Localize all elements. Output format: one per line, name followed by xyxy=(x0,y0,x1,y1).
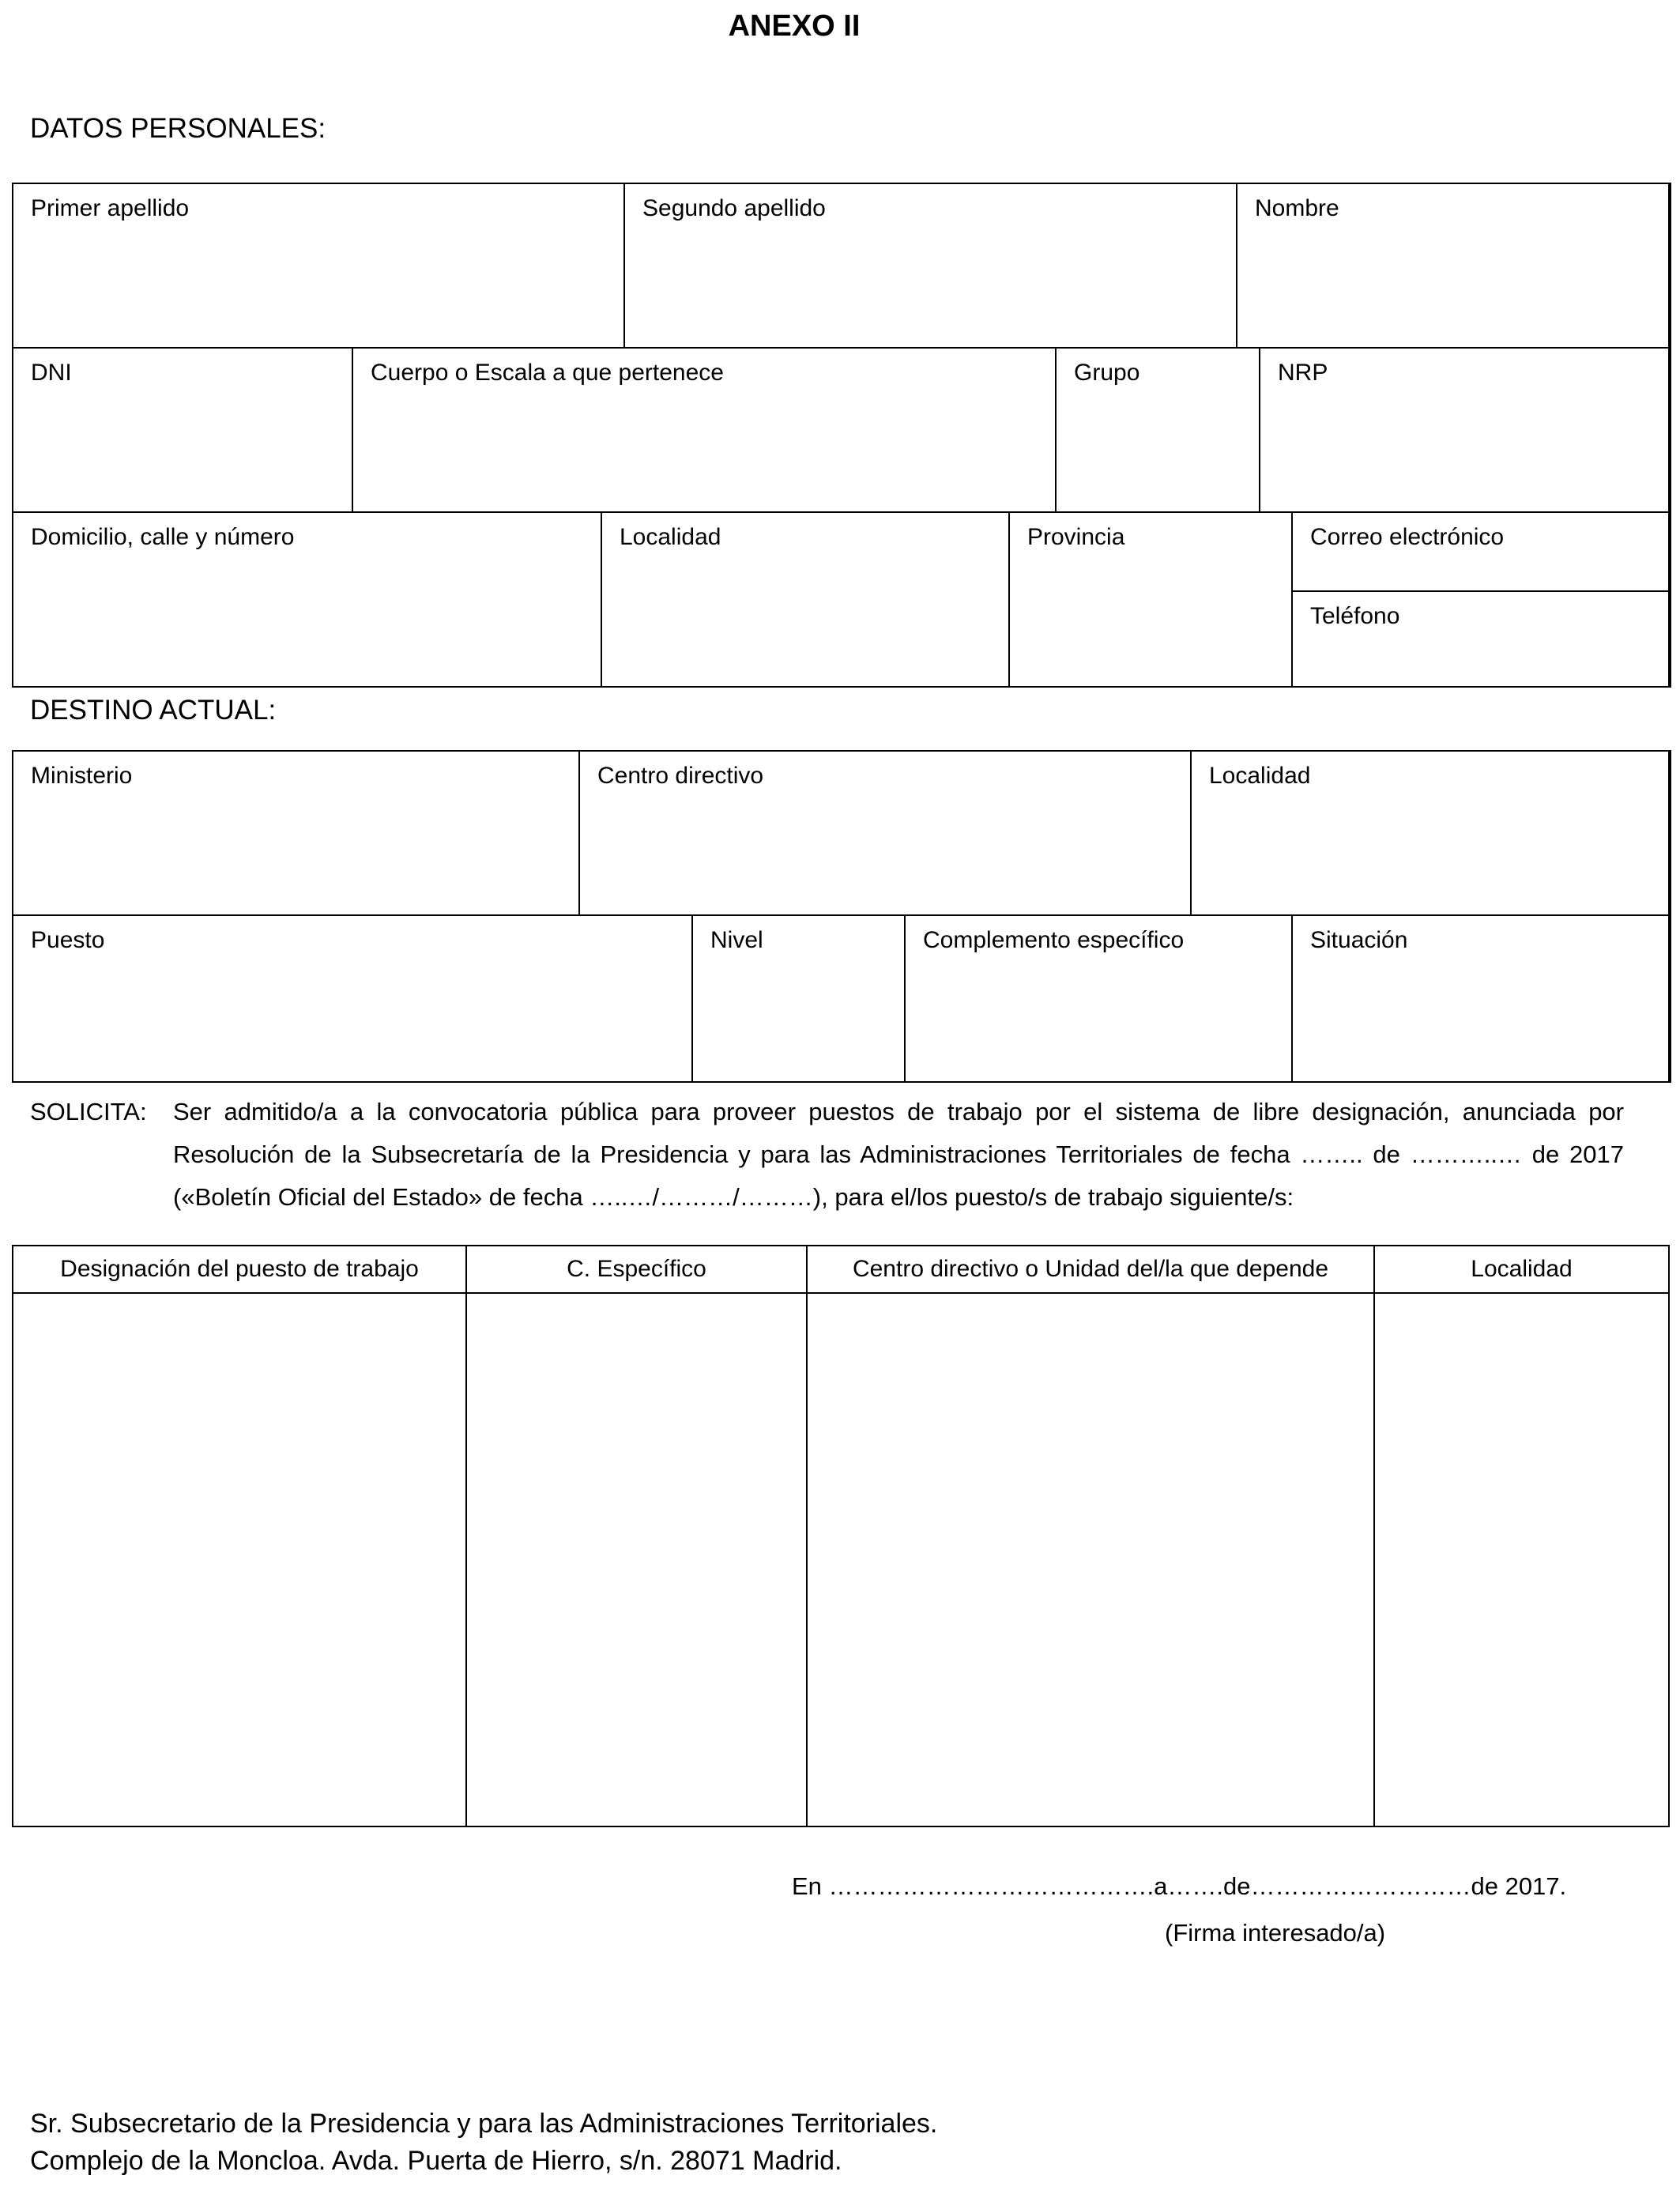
footer-addressee: Sr. Subsecretario de la Presidencia y para las Administraciones Territoriales. xyxy=(30,2109,938,2139)
field-label: Domicilio, calle y número xyxy=(31,524,295,550)
place-date-line: En ………………………………….a…….de………………………de 2017. xyxy=(792,1872,1567,1900)
field-situacion[interactable] xyxy=(1291,914,1671,1083)
field-label: Centro directivo xyxy=(597,763,764,789)
field-label: Provincia xyxy=(1027,524,1125,550)
section-heading-datos-personales: DATOS PERSONALES: xyxy=(30,113,326,144)
field-label: Primer apellido xyxy=(31,195,190,221)
field-telefono[interactable] xyxy=(1291,590,1671,688)
section-heading-destino-actual: DESTINO ACTUAL: xyxy=(30,695,277,726)
field-label: Localidad xyxy=(1209,763,1311,789)
solicita-line-2: Resolución de la Subsecretaría de la Presidencia y para las Administraciones Territoriales de fecha …….. de ………..… de 2017 xyxy=(173,1140,1624,1168)
field-label: Localidad xyxy=(620,524,721,550)
field-localidad-destino[interactable] xyxy=(1190,750,1671,916)
datos-personales-form xyxy=(12,183,1670,688)
field-ministerio[interactable] xyxy=(12,750,580,916)
field-label: Ministerio xyxy=(31,763,133,789)
field-provincia[interactable] xyxy=(1008,511,1293,688)
page-title: ANEXO II xyxy=(728,9,861,43)
field-complemento-especifico[interactable] xyxy=(904,914,1293,1083)
puestos-table xyxy=(12,1245,1670,1827)
field-correo-electronico[interactable] xyxy=(1291,511,1671,592)
field-cuerpo-escala[interactable] xyxy=(352,347,1057,513)
table-cell-c-especifico[interactable] xyxy=(465,1292,808,1827)
field-label: DNI xyxy=(31,360,72,386)
field-dni[interactable] xyxy=(12,347,353,513)
field-label: Correo electrónico xyxy=(1310,524,1505,550)
field-localidad[interactable] xyxy=(601,511,1010,688)
field-segundo-apellido[interactable] xyxy=(623,183,1237,349)
table-header-localidad: Localidad xyxy=(1373,1245,1670,1294)
field-puesto[interactable] xyxy=(12,914,693,1083)
field-label: Segundo apellido xyxy=(642,195,826,221)
solicita-line-1: Ser admitido/a a la convocatoria pública para proveer puestos de trabajo por el sistema de libre designación, anunciada por xyxy=(173,1098,1624,1125)
field-label: Nivel xyxy=(710,927,763,953)
field-label: Cuerpo o Escala a que pertenece xyxy=(371,360,724,386)
field-label: Situación xyxy=(1310,927,1408,953)
table-cell-localidad[interactable] xyxy=(1373,1292,1670,1827)
field-grupo[interactable] xyxy=(1055,347,1260,513)
field-nombre[interactable] xyxy=(1236,183,1671,349)
table-header-designacion: Designación del puesto de trabajo xyxy=(12,1245,467,1294)
field-nivel[interactable] xyxy=(691,914,906,1083)
field-label: Complemento específico xyxy=(923,927,1185,953)
destino-actual-form xyxy=(12,750,1670,1083)
footer-address: Complejo de la Moncloa. Avda. Puerta de Hierro, s/n. 28071 Madrid. xyxy=(30,2146,842,2176)
field-label: Teléfono xyxy=(1310,603,1400,629)
field-label: Nombre xyxy=(1255,195,1339,221)
field-centro-directivo[interactable] xyxy=(578,750,1192,916)
field-label: Grupo xyxy=(1074,360,1140,386)
field-nrp[interactable] xyxy=(1259,347,1671,513)
signature-caption: (Firma interesado/a) xyxy=(1165,1919,1386,1947)
table-cell-designacion[interactable] xyxy=(12,1292,467,1827)
field-label: Puesto xyxy=(31,927,105,953)
field-domicilio[interactable] xyxy=(12,511,602,688)
table-header-c-especifico: C. Específico xyxy=(465,1245,808,1294)
field-primer-apellido[interactable] xyxy=(12,183,625,349)
solicita-line-3: («Boletín Oficial del Estado» de fecha …..…/………/………), para el/los puesto/s de trabajo siguiente/s: xyxy=(173,1183,1294,1211)
field-label: NRP xyxy=(1278,360,1328,386)
table-header-centro-directivo: Centro directivo o Unidad del/la que depende xyxy=(806,1245,1375,1294)
table-cell-centro-directivo[interactable] xyxy=(806,1292,1375,1827)
solicita-label: SOLICITA: xyxy=(30,1098,147,1125)
